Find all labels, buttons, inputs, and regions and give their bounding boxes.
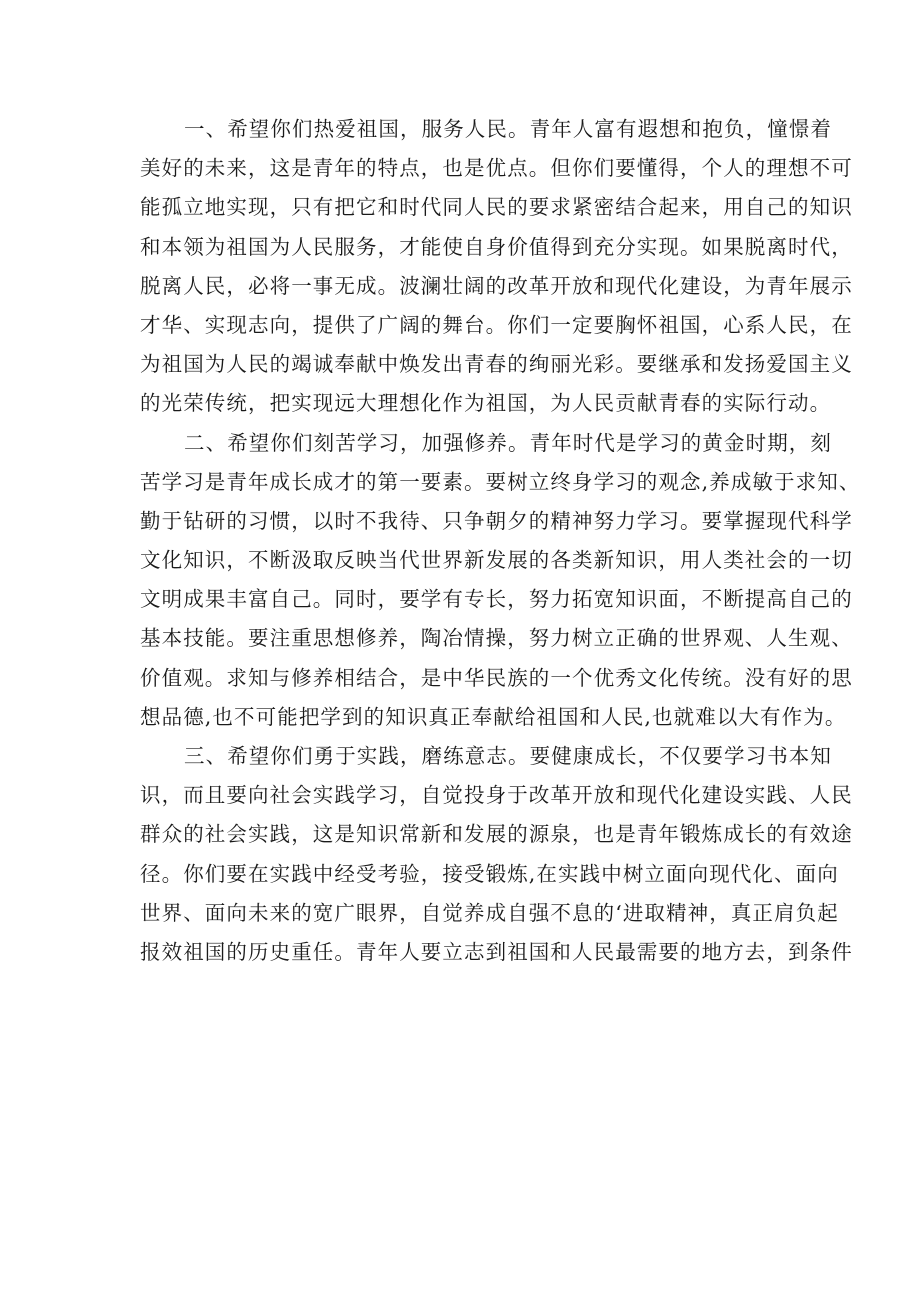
paragraph-2-line-4: 文化知识，不断汲取反映当代世界新发展的各类新知识，用人类社会的一切 (140, 548, 853, 573)
paragraph-2-line-2: 苦学习是青年成长成才的第一要素。要树立终身学习的观念,养成敏于求知、 (140, 469, 861, 494)
document-body (140, 110, 861, 972)
paragraph-2-line-7: 价值观。求知与修养相结合，是中华民族的一个优秀文化传统。没有好的思 (140, 665, 853, 690)
paragraph-2-line-8: 想品德,也不可能把学到的知识真正奉献给祖国和人民,也就难以大有作为。 (140, 704, 847, 729)
paragraph-1-line-2: 美好的未来，这是青年的特点，也是优点。但你们要懂得，个人的理想不可 (140, 156, 853, 181)
paragraph-3-line-4: 径。你们要在实践中经受考验，接受锻炼,在实践中树立面向现代化、面向 (140, 861, 839, 886)
paragraph-1-line-1: 一、希望你们热爱祖国，服务人民。青年人富有遐想和抱负，憧憬着 (184, 117, 832, 141)
paragraph-1-line-3: 能孤立地实现，只有把它和时代同人民的要求紧密结合起来，用自己的知识 (140, 195, 853, 220)
paragraph-3-line-6: 报效祖国的历史重任。青年人要立志到祖国和人民最需要的地方去，到条件 (140, 939, 853, 964)
paragraph-2-line-5: 文明成果丰富自己。同时，要学有专长，努力拓宽知识面，不断提高自己的 (140, 587, 853, 612)
paragraph-3-line-3: 群众的社会实践，这是知识常新和发展的源泉，也是青年锻炼成长的有效途 (140, 822, 853, 847)
paragraph-1-line-7: 为祖国为人民的竭诚奉献中焕发出青春的绚丽光彩。要继承和发扬爱国主义 (140, 352, 853, 377)
paragraph-1-line-8: 的光荣传统，把实现远大理想化作为祖国，为人民贡献青春的实际行动。 (140, 391, 832, 416)
paragraph-3-line-2: 识，而且要向社会实践学习，自觉投身于改革开放和现代化建设实践、人民 (140, 783, 853, 808)
paragraph-2-line-1: 二、希望你们刻苦学习，加强修养。青年时代是学习的黄金时期，刻 (184, 430, 832, 455)
paragraph-2-line-3: 勤于钻研的习惯，以时不我待、只争朝夕的精神努力学习。要掌握现代科学 (140, 508, 853, 533)
paragraph-1-line-5: 脱离人民，必将一事无成。波澜壮阔的改革开放和现代化建设，为青年展示 (140, 273, 853, 298)
paragraph-1-line-4: 和本领为祖国为人民服务，才能使自身价值得到充分实现。如果脱离时代， (140, 234, 853, 259)
paragraph-3-line-1: 三、希望你们勇于实践，磨练意志。要健康成长，不仅要学习书本知 (184, 744, 832, 768)
paragraph-1-line-6: 才华、实现志向，提供了广阔的舞台。你们一定要胸怀祖国，心系人民，在 (140, 312, 853, 337)
paragraph-2-line-6: 基本技能。要注重思想修养，陶冶情操，努力树立正确的世界观、人生观、 (140, 626, 853, 651)
paragraph-3-line-5: 世界、面向未来的宽广眼界，自觉养成自强不息的‘进取精神，真正肩负起 (140, 900, 839, 925)
